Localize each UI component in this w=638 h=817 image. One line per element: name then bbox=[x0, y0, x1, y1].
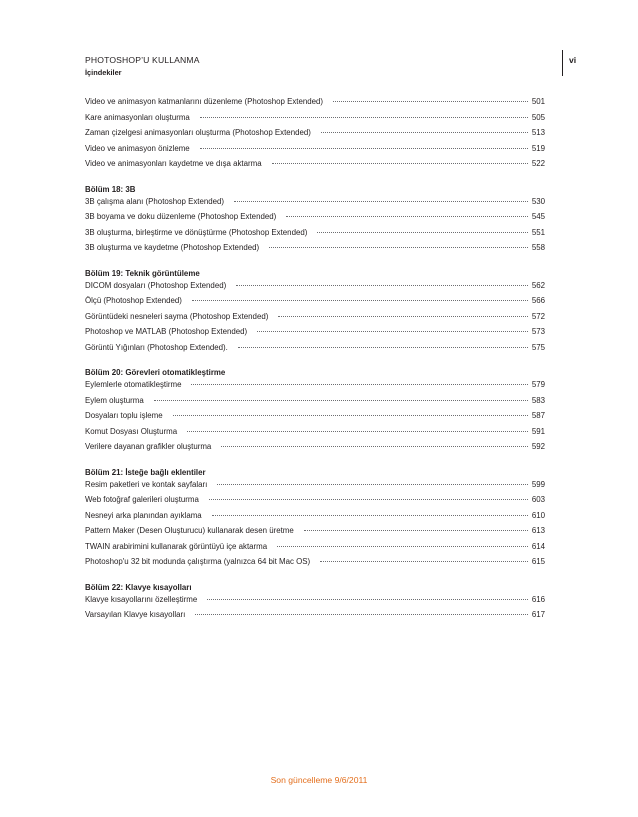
toc-entry[interactable] bbox=[85, 228, 545, 244]
toc-entry[interactable] bbox=[85, 511, 545, 527]
document-title: PHOTOSHOP’U KULLANMA bbox=[85, 55, 200, 65]
header-divider bbox=[562, 50, 563, 76]
dot-leader bbox=[286, 216, 528, 217]
toc-entry[interactable] bbox=[85, 159, 545, 175]
toc-entry-page: 587 bbox=[531, 411, 545, 420]
dot-leader bbox=[217, 484, 527, 485]
toc-entry-title: 3B boyama ve doku düzenleme (Photoshop Extended) bbox=[85, 212, 277, 221]
dot-leader bbox=[304, 530, 528, 531]
toc-entry-page: 519 bbox=[531, 143, 545, 153]
toc-entry-page: 513 bbox=[531, 128, 545, 137]
dot-leader bbox=[257, 331, 528, 332]
chapter-heading: Bölüm 21: İsteğe bağlı eklentiler bbox=[85, 467, 206, 477]
toc-entry-page: 501 bbox=[531, 97, 545, 106]
toc-entry-title: Pattern Maker (Desen Oluşturucu) kullanarak desen üretme bbox=[85, 526, 294, 535]
last-updated-footer: Son güncelleme 9/6/2011 bbox=[270, 775, 368, 785]
toc-entry[interactable] bbox=[85, 243, 545, 259]
page-number: vi bbox=[569, 55, 577, 65]
chapter-heading: Bölüm 22: Klavye kısayolları bbox=[85, 582, 192, 592]
toc-entry-page: 583 bbox=[531, 395, 545, 405]
toc-entry-page: 591 bbox=[531, 426, 545, 436]
dot-leader bbox=[221, 446, 528, 447]
toc-entry[interactable] bbox=[85, 197, 545, 213]
dot-leader bbox=[154, 400, 528, 401]
toc-section bbox=[85, 466, 545, 573]
toc-entry-page: 558 bbox=[531, 243, 545, 252]
toc-entry[interactable] bbox=[85, 480, 545, 496]
toc-entry-title: Dosyaları toplu işleme bbox=[85, 411, 163, 420]
toc-entry-title: Zaman çizelgesi animasyonları oluşturma (Photoshop Extended) bbox=[85, 128, 311, 137]
dot-leader bbox=[187, 431, 528, 432]
toc-entry[interactable] bbox=[85, 128, 545, 144]
dot-leader bbox=[321, 132, 528, 133]
toc-section bbox=[85, 97, 545, 175]
toc-entry-title: Web fotoğraf galerileri oluşturma bbox=[85, 495, 199, 504]
toc-entry-title: Video ve animasyon katmanlarını düzenleme (Photoshop Extended) bbox=[85, 97, 324, 106]
toc-entry[interactable] bbox=[85, 557, 545, 573]
toc-entry-title: DICOM dosyaları (Photoshop Extended) bbox=[85, 280, 227, 290]
toc-entry[interactable] bbox=[85, 610, 545, 626]
toc-entry[interactable] bbox=[85, 296, 545, 312]
toc-entry-title: Klavye kısayollarını özelleştirme bbox=[85, 594, 198, 604]
toc-entry-page: 617 bbox=[531, 610, 545, 619]
dot-leader bbox=[207, 599, 528, 600]
toc-entry-page: 610 bbox=[531, 510, 545, 520]
toc-entry-page: 603 bbox=[531, 495, 545, 504]
toc-entry-title: 3B çalışma alanı (Photoshop Extended) bbox=[85, 196, 225, 206]
dot-leader bbox=[191, 384, 527, 385]
toc-entry-page: 562 bbox=[531, 280, 545, 290]
toc-entry[interactable] bbox=[85, 526, 545, 542]
dot-leader bbox=[320, 561, 528, 562]
toc-entry-title: Nesneyi arka planından ayıklama bbox=[85, 510, 202, 520]
toc-entry-page: 522 bbox=[531, 159, 545, 168]
dot-leader bbox=[278, 316, 527, 317]
dot-leader bbox=[212, 515, 528, 516]
toc-entry[interactable] bbox=[85, 411, 545, 427]
toc-entry-page: 572 bbox=[531, 311, 545, 321]
toc-entry-title: TWAIN arabirimini kullanarak görüntüyü içe aktarma bbox=[85, 541, 268, 551]
toc-entry[interactable] bbox=[85, 542, 545, 558]
toc-entry-title: Komut Dosyası Oluşturma bbox=[85, 426, 178, 436]
toc-entry-title: Photoshop ve MATLAB (Photoshop Extended) bbox=[85, 327, 248, 336]
chapter-heading: Bölüm 18: 3B bbox=[85, 184, 136, 194]
toc-entry-title: Eylemlerle otomatikleştirme bbox=[85, 380, 182, 389]
toc-entry-title: Varsayılan Klavye kısayolları bbox=[85, 610, 186, 619]
toc-section bbox=[85, 581, 545, 626]
dot-leader bbox=[277, 546, 528, 547]
section-subtitle: İçindekiler bbox=[85, 68, 122, 77]
toc-entry-page: 545 bbox=[531, 212, 545, 221]
dot-leader bbox=[195, 614, 528, 615]
toc-entry-page: 615 bbox=[531, 557, 545, 566]
toc-entry[interactable] bbox=[85, 281, 545, 297]
toc-entry-page: 616 bbox=[531, 594, 545, 604]
table-of-contents bbox=[85, 97, 545, 634]
toc-entry-title: Verilere dayanan grafikler oluşturma bbox=[85, 442, 212, 451]
toc-entry-page: 613 bbox=[531, 526, 545, 535]
toc-entry-title: Görüntüdeki nesneleri sayma (Photoshop Extended) bbox=[85, 311, 269, 321]
toc-entry-title: Eylem oluşturma bbox=[85, 395, 144, 405]
chapter-heading: Bölüm 20: Görevleri otomatikleştirme bbox=[85, 368, 226, 377]
toc-entry[interactable] bbox=[85, 380, 545, 396]
toc-section bbox=[85, 366, 545, 458]
toc-section bbox=[85, 267, 545, 359]
dot-leader bbox=[272, 163, 528, 164]
dot-leader bbox=[192, 300, 528, 301]
toc-entry-title: Kare animasyonları oluşturma bbox=[85, 112, 190, 122]
toc-entry-page: 575 bbox=[531, 342, 545, 352]
toc-entry-title: Video ve animasyon önizleme bbox=[85, 143, 190, 153]
toc-entry-title: 3B oluşturma ve kaydetme (Photoshop Extended) bbox=[85, 243, 260, 252]
dot-leader bbox=[209, 499, 528, 500]
dot-leader bbox=[317, 232, 527, 233]
toc-entry[interactable] bbox=[85, 312, 545, 328]
toc-entry-title: Görüntü Yığınları (Photoshop Extended). bbox=[85, 342, 228, 352]
toc-entry[interactable] bbox=[85, 442, 545, 458]
toc-entry[interactable] bbox=[85, 327, 545, 343]
toc-entry-page: 573 bbox=[531, 327, 545, 336]
toc-entry-page: 599 bbox=[531, 479, 545, 489]
toc-entry-page: 592 bbox=[531, 442, 545, 451]
toc-entry[interactable] bbox=[85, 113, 545, 129]
toc-entry[interactable] bbox=[85, 427, 545, 443]
toc-entry-title: Ölçü (Photoshop Extended) bbox=[85, 296, 182, 305]
toc-entry-page: 505 bbox=[531, 112, 545, 122]
toc-entry[interactable] bbox=[85, 595, 545, 611]
toc-entry-page: 614 bbox=[531, 541, 545, 551]
toc-entry[interactable] bbox=[85, 343, 545, 359]
dot-leader bbox=[200, 117, 528, 118]
toc-entry-page: 566 bbox=[531, 296, 545, 305]
dot-leader bbox=[333, 101, 528, 102]
toc-entry-title: 3B oluşturma, birleştirme ve dönüştürme (Photoshop Extended) bbox=[85, 227, 308, 237]
chapter-heading: Bölüm 19: Teknik görüntüleme bbox=[85, 268, 200, 278]
toc-entry-page: 579 bbox=[531, 380, 545, 389]
dot-leader bbox=[200, 148, 528, 149]
dot-leader bbox=[173, 415, 528, 416]
toc-section bbox=[85, 183, 545, 259]
toc-entry-page: 530 bbox=[531, 196, 545, 206]
dot-leader bbox=[234, 201, 528, 202]
toc-entry-title: Video ve animasyonları kaydetme ve dışa aktarma bbox=[85, 159, 262, 168]
toc-entry-title: Resim paketleri ve kontak sayfaları bbox=[85, 479, 208, 489]
toc-entry[interactable] bbox=[85, 144, 545, 160]
toc-entry[interactable] bbox=[85, 396, 545, 412]
dot-leader bbox=[238, 347, 528, 348]
toc-entry-page: 551 bbox=[531, 227, 545, 237]
dot-leader bbox=[269, 247, 528, 248]
toc-entry[interactable] bbox=[85, 212, 545, 228]
toc-entry-title: Photoshop'u 32 bit modunda çalıştırma (yalnızca 64 bit Mac OS) bbox=[85, 557, 311, 566]
dot-leader bbox=[236, 285, 528, 286]
toc-entry[interactable] bbox=[85, 97, 545, 113]
toc-entry[interactable] bbox=[85, 495, 545, 511]
